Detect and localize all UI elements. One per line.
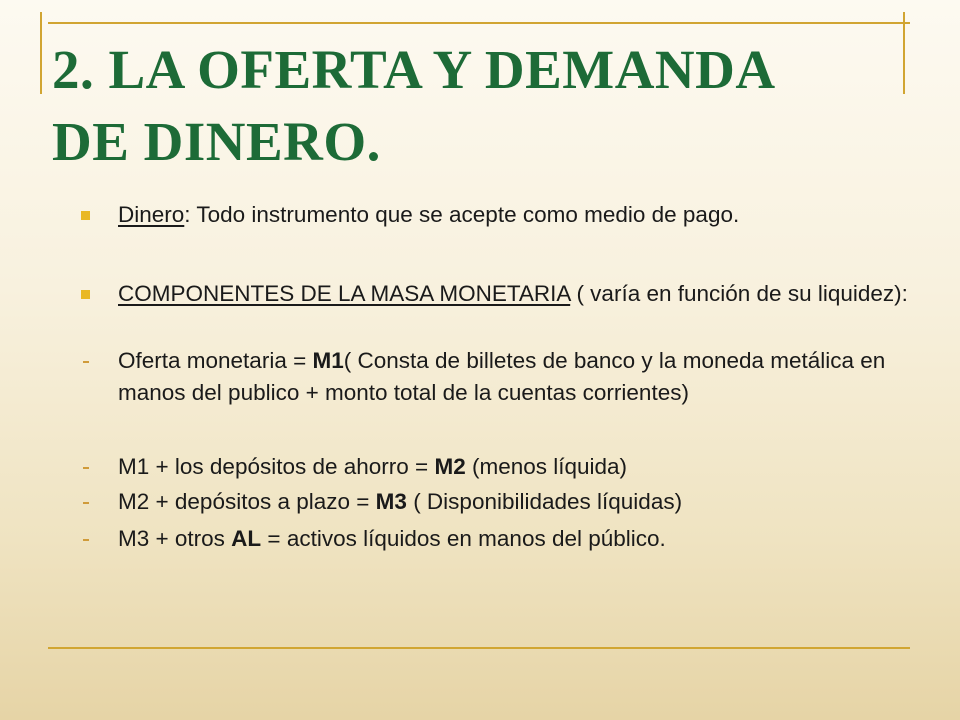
dash-bullet-icon	[83, 361, 89, 363]
m1-pre: Oferta monetaria =	[118, 348, 313, 373]
componentes-note: ( varía en función de su liquidez):	[570, 281, 908, 306]
bullet-componentes	[118, 278, 908, 310]
m3-label: M3	[375, 489, 407, 514]
m3-post: ( Disponibilidades líquidas)	[406, 489, 683, 514]
square-bullet-icon	[81, 211, 90, 220]
sub-bullet-m2	[118, 451, 908, 483]
dinero-definition: : Todo instrumento que se acepte como medio de pago.	[184, 202, 740, 227]
m2-pre: M1 + los depósitos de ahorro =	[118, 454, 435, 479]
m2-post: (menos líquida)	[465, 454, 628, 479]
dash-bullet-icon	[83, 539, 89, 541]
m2-label: M2	[434, 454, 466, 479]
dash-bullet-icon	[83, 502, 89, 504]
componentes-heading: COMPONENTES DE LA MASA MONETARIA	[118, 281, 571, 306]
m1-post: ( Consta de billetes de banco y la moneda metálica en manos del publico + monto total de la cuentas corrientes)	[118, 348, 886, 405]
title-line-1: 2. LA OFERTA Y DEMANDA	[52, 39, 776, 100]
dinero-term: Dinero	[118, 202, 185, 227]
dash-bullet-icon	[83, 467, 89, 469]
sub-bullet-m3	[118, 486, 908, 518]
square-bullet-icon	[81, 290, 90, 299]
sub-bullet-m1	[118, 345, 908, 409]
title-line-2: DE DINERO.	[52, 111, 381, 172]
al-label: AL	[231, 526, 262, 551]
m1-label: M1	[312, 348, 344, 373]
m3-pre: M2 + depósitos a plazo =	[118, 489, 376, 514]
al-pre: M3 + otros	[118, 526, 232, 551]
sub-bullet-al	[118, 523, 908, 555]
al-post: = activos líquidos en manos del público.	[261, 526, 666, 551]
bullet-dinero	[118, 199, 908, 231]
